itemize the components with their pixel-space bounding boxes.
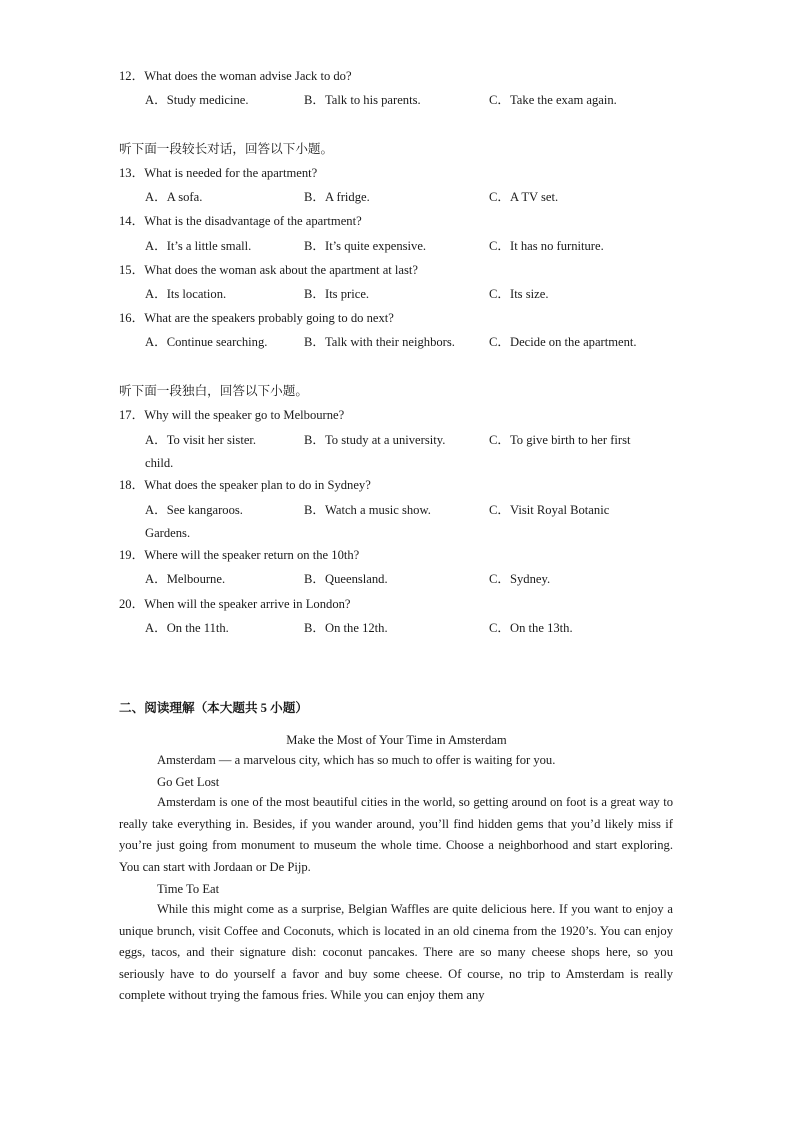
q16-option-c[interactable]: C．Decide on the apartment. (489, 335, 637, 349)
q15-option-c[interactable]: C．Its size. (489, 287, 549, 301)
q15-option-a[interactable]: A．Its location. (145, 287, 227, 301)
question-20 (119, 596, 351, 612)
section-instruction-monologue: 听下面一段独白，回答以下小题。 (119, 384, 308, 398)
question-12 (119, 68, 352, 84)
q14-option-b[interactable]: B．It’s quite expensive. (304, 239, 427, 253)
question-16 (119, 310, 394, 326)
question-number: 17． (119, 408, 145, 422)
q15-option-b[interactable]: B．Its price. (304, 287, 370, 301)
q17-option-c[interactable]: C．To give birth to her first (489, 433, 631, 447)
question-19 (119, 547, 359, 563)
section-title-reading: 二、阅读理解（本大题共 5 小题） (119, 701, 308, 715)
q20-option-c[interactable]: C．On the 13th. (489, 621, 573, 635)
question-number: 19． (119, 548, 145, 562)
q20-option-a[interactable]: A．On the 11th. (145, 621, 229, 635)
q17-option-a[interactable]: A．To visit her sister. (145, 433, 257, 447)
question-text: What are the speakers probably going to do next? (144, 311, 394, 325)
question-text: What is needed for the apartment? (144, 166, 318, 180)
q12-option-c[interactable]: C．Take the exam again. (489, 93, 617, 107)
q13-option-a[interactable]: A．A sofa. (145, 190, 203, 204)
q17-option-c-continued: child. (145, 456, 174, 470)
q16-option-a[interactable]: A．Continue searching. (145, 335, 268, 349)
question-18 (119, 477, 371, 493)
q19-option-b[interactable]: B．Queensland. (304, 572, 388, 586)
question-text: When will the speaker arrive in London? (144, 597, 351, 611)
paragraph-text: While this might come as a surprise, Belgian Waffles are quite delicious here. If you want to enjoy a unique brunch, visit Coffee and Coconuts, which is located in an old cinema from the 1920’s. You can enjoy eggs, tacos, and their signature dish: coconut pancakes. There are so many cheese shops here, so you seriously have to do yourself a favor and buy some cheese. Of course, no trip to Amsterdam is really complete without trying the famous fries. While you can enjoy them any (119, 902, 673, 1003)
q18-option-a[interactable]: A．See kangaroos. (145, 503, 243, 517)
q18-option-c[interactable]: C．Visit Royal Botanic (489, 503, 610, 517)
q18-option-b[interactable]: B．Watch a music show. (304, 503, 431, 517)
question-text: What is the disadvantage of the apartment? (144, 214, 362, 228)
question-15 (119, 262, 418, 278)
question-number: 14． (119, 214, 145, 228)
question-14 (119, 213, 362, 229)
paragraph-time-to-eat (119, 899, 673, 1007)
paragraph-text: Amsterdam is one of the most beautiful cities in the world, so getting around on foot is a great way to really take everything in. Besides, if you wander around, you’ll find hidden gems that you’d likely miss if you’re just going from monument to museum the whole time. Choose a neighborhood and start exploring. You can start with Jordaan or De Pijp. (119, 795, 673, 874)
q19-option-a[interactable]: A．Melbourne. (145, 572, 226, 586)
question-number: 18． (119, 478, 145, 492)
section-instruction-dialog: 听下面一段较长对话，回答以下小题。 (119, 142, 334, 156)
question-text: Why will the speaker go to Melbourne? (144, 408, 345, 422)
question-13 (119, 165, 317, 181)
question-17 (119, 407, 344, 423)
heading-go-get-lost: Go Get Lost (157, 775, 220, 789)
paragraph-go-get-lost (119, 792, 673, 878)
article-title: Make the Most of Your Time in Amsterdam (286, 733, 507, 747)
q18-option-c-continued: Gardens. (145, 526, 191, 540)
question-number: 13． (119, 166, 145, 180)
question-number: 16． (119, 311, 145, 325)
question-number: 20． (119, 597, 145, 611)
q12-option-b[interactable]: B．Talk to his parents. (304, 93, 421, 107)
question-text: What does the speaker plan to do in Sydney? (144, 478, 371, 492)
question-text: Where will the speaker return on the 10th? (144, 548, 360, 562)
q17-option-b[interactable]: B．To study at a university. (304, 433, 446, 447)
question-number: 12． (119, 69, 145, 83)
question-number: 15． (119, 263, 145, 277)
q19-option-c[interactable]: C．Sydney. (489, 572, 551, 586)
q16-option-b[interactable]: B．Talk with their neighbors. (304, 335, 455, 349)
question-text: What does the woman ask about the apartment at last? (144, 263, 419, 277)
q12-option-a[interactable]: A．Study medicine. (145, 93, 249, 107)
q14-option-c[interactable]: C．It has no furniture. (489, 239, 604, 253)
article-intro: Amsterdam — a marvelous city, which has so much to offer is waiting for you. (157, 753, 556, 767)
q13-option-c[interactable]: C．A TV set. (489, 190, 559, 204)
heading-time-to-eat: Time To Eat (157, 882, 220, 896)
q20-option-b[interactable]: B．On the 12th. (304, 621, 388, 635)
q14-option-a[interactable]: A．It’s a little small. (145, 239, 252, 253)
q13-option-b[interactable]: B．A fridge. (304, 190, 370, 204)
question-text: What does the woman advise Jack to do? (144, 69, 352, 83)
